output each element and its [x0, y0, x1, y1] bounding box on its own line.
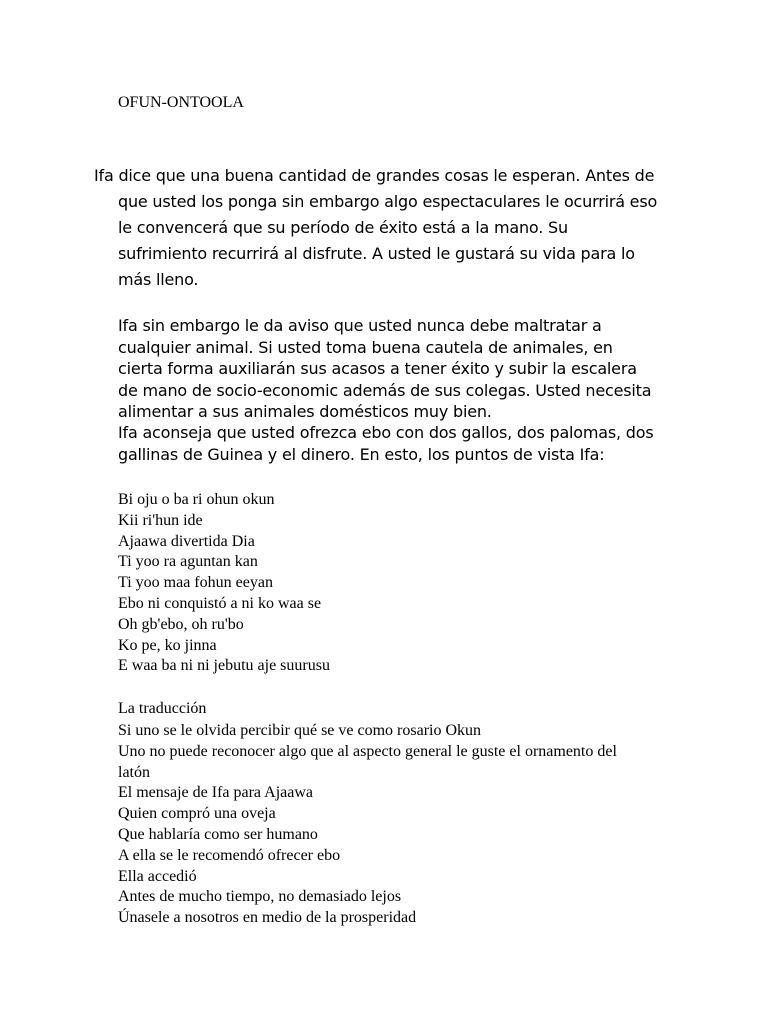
translation-line: Quien compró una oveja: [118, 805, 276, 823]
offering-paragraph: Ifa aconseja que usted ofrezca ebo con dos gallos, dos palomas, dos gallinas de Guinea y el dinero. En esto, los puntos de vista Ifa:: [118, 423, 654, 464]
translation-line: Uno no puede reconocer algo que al aspecto general le guste el ornamento del latón: [118, 742, 617, 781]
translation-line: El mensaje de Ifa para Ajaawa: [118, 784, 314, 802]
translation-heading: La traducción: [118, 700, 207, 717]
translation-line: Únasele a nosotros en medio de la prosperidad: [118, 909, 417, 927]
translation-line: Que hablaría como ser humano: [118, 825, 318, 843]
intro-paragraph: Ifa dice que una buena cantidad de grandes cosas le esperan. Antes de que usted los ponga sin embargo algo espectaculares le ocurrirá eso le convencerá que su período de éxito está a la mano. Su sufrimiento recurrirá al disfrute. A usted le gustará su vida para lo más lleno.: [94, 166, 658, 289]
verse-line: Ebo ni conquistó a ni ko waa se: [118, 594, 322, 612]
verse-line: Ti yoo ra aguntan kan: [118, 553, 258, 571]
translation-line: Si uno se le olvida percibir qué se ve como rosario Okun: [118, 722, 482, 739]
warning-paragraph: Ifa sin embargo le da aviso que usted nunca debe maltratar a cualquier animal. Si usted toma buena cautela de animales, en cierta forma auxiliarán sus acasos a tener éxito y subir la escalera de mano de socio-economic además de sus colegas. Usted necesita alimentar a sus animales domésticos muy bien.: [118, 316, 652, 421]
verse-line: Bi oju o ba ri ohun okun: [118, 491, 275, 508]
document-title: OFUN-ONTOOLA: [118, 94, 244, 111]
translation-line: Antes de mucho tiempo, no demasiado lejos: [118, 888, 402, 906]
verse-line: Ti yoo maa fohun eeyan: [118, 574, 273, 592]
verse-line: E waa ba ni ni jebutu aje suurusu: [118, 657, 330, 675]
verse-block: [118, 490, 330, 677]
translation-block: [118, 721, 638, 929]
verse-line: Ajaawa divertida Dia: [118, 532, 255, 550]
verse-line: Kii ri'hun ide: [118, 511, 203, 529]
translation-line: A ella se le recomendó ofrecer ebo: [118, 846, 341, 864]
verse-line: Oh gb'ebo, oh ru'bo: [118, 615, 244, 633]
translation-line: Ella accedió: [118, 867, 197, 885]
verse-line: Ko pe, ko jinna: [118, 636, 217, 654]
